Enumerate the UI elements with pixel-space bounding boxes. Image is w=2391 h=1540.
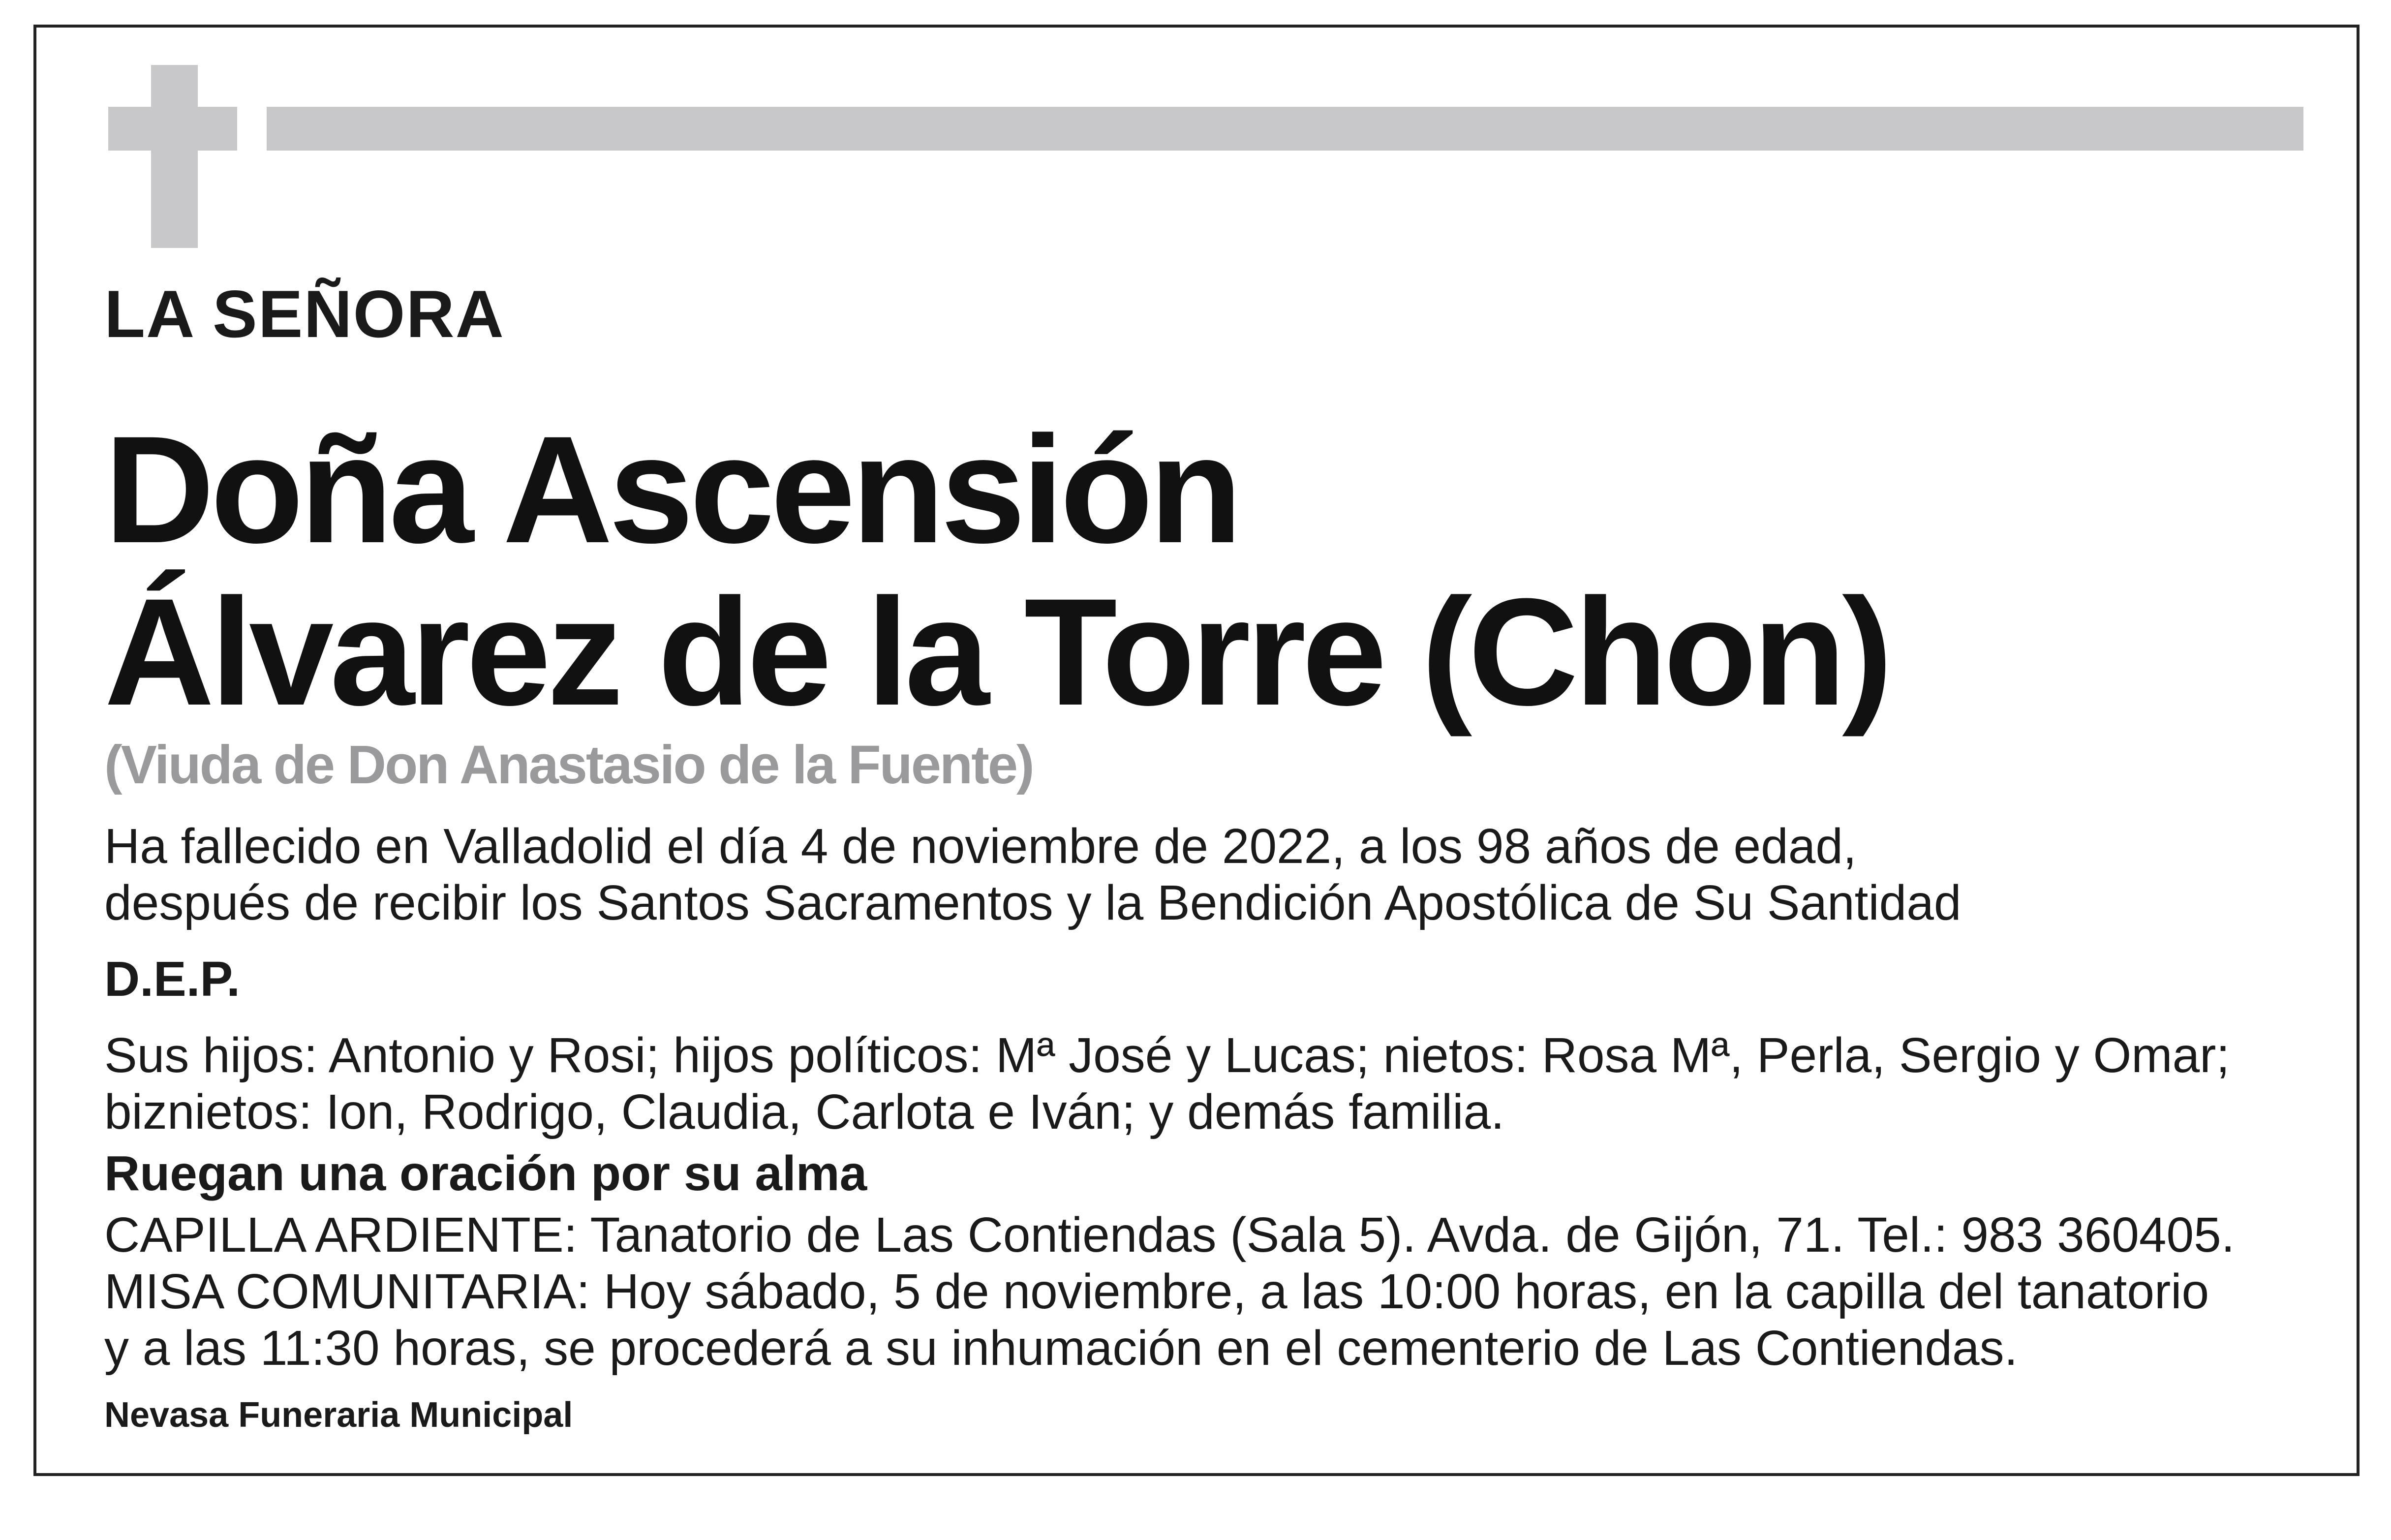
family-line-1: Sus hijos: Antonio y Rosi; hijos políticos: Mª José y Lucas; nietos: Rosa Mª, Perla, Sergio y Omar; [104,1028,2230,1083]
family-line-2: biznietos: Ion, Rodrigo, Claudia, Carlota e Iván; y demás familia. [104,1084,1504,1140]
cross-horizontal-bar [108,107,237,151]
ceremony-line-2: MISA COMUNITARIA: Hoy sábado, 5 de noviembre, a las 10:00 horas, en la capilla del tanatorio [104,1264,2209,1319]
ceremony-line-1: CAPILLA ARDIENTE: Tanatorio de Las Contiendas (Sala 5). Avda. de Gijón, 71. Tel.: 983 360405. [104,1207,2235,1263]
death-announcement-line-1: Ha fallecido en Valladolid el día 4 de noviembre de 2022, a los 98 años de edad, [104,819,1857,874]
funeral-home-name: Nevasa Funeraria Municipal [104,1395,573,1435]
cross-vertical-bar [151,65,198,248]
prayer-request: Ruegan una oración por su alma [104,1146,867,1201]
header-divider-bar [267,107,2303,151]
deceased-name-line-2: Álvarez de la Torre (Chon) [104,566,1889,737]
death-announcement-line-2: después de recibir los Santos Sacramentos y la Bendición Apostólica de Su Santidad [104,875,1962,930]
widow-of-line: (Viuda de Don Anastasio de la Fuente) [104,735,1033,795]
ceremony-line-3: y a las 11:30 horas, se procederá a su inhumación en el cementerio de Las Contiendas. [104,1321,2018,1376]
rip-label: D.E.P. [104,952,241,1007]
deceased-name-line-1: Doña Ascensión [104,404,1239,575]
honorific: LA SEÑORA [104,277,505,351]
